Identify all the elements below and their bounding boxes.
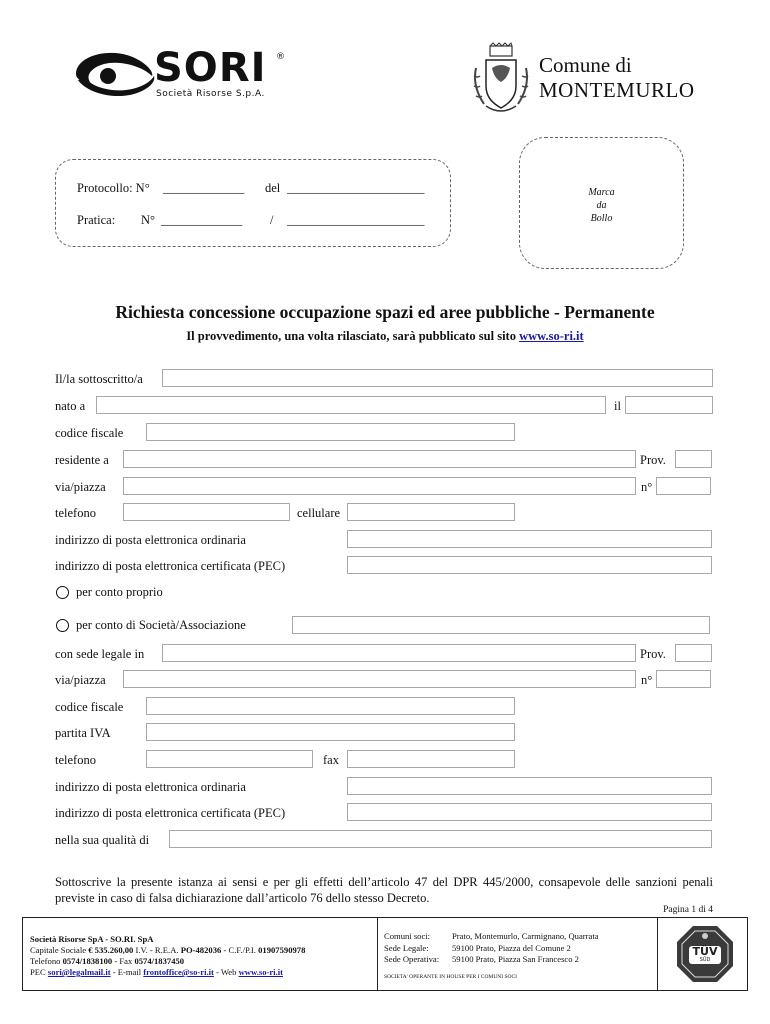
footer-divider-2: [657, 917, 658, 991]
numero-civico2-label: n°: [641, 673, 653, 687]
telefono-input[interactable]: [123, 503, 290, 521]
conto-proprio-radio[interactable]: [56, 586, 69, 599]
footer-divider-1: [377, 917, 378, 991]
footer-capital-mid: I.V. - R.E.A.: [133, 945, 181, 955]
sori-brand-text: SORI: [154, 45, 267, 91]
numero-civico-input[interactable]: [656, 477, 711, 495]
telefono2-label: telefono: [55, 753, 96, 767]
subtitle-link[interactable]: www.so-ri.it: [519, 329, 584, 343]
fax-input[interactable]: [347, 750, 515, 768]
qualita-label: nella sua qualità di: [55, 833, 150, 847]
tuv-sub-text: SÜD: [699, 957, 711, 963]
email-pec2-label: indirizzo di posta elettronica certificata (PEC): [55, 806, 286, 820]
data-nascita-input[interactable]: [625, 396, 713, 414]
del-blank[interactable]: ______________________: [287, 181, 425, 195]
comune-name-line1: Comune di: [539, 53, 632, 77]
via-piazza-label: via/piazza: [55, 480, 106, 494]
qualita-input[interactable]: [169, 830, 712, 848]
footer-fax: 0574/1837450: [134, 956, 185, 966]
telefono-label: telefono: [55, 506, 96, 520]
codice-fiscale2-input[interactable]: [146, 697, 515, 715]
protocol-box: [55, 159, 451, 247]
pratica-n-label: N°: [141, 213, 156, 227]
footer-rea: PO-482036: [180, 945, 222, 955]
nato-a-input[interactable]: [96, 396, 606, 414]
email-ordinaria2-label: indirizzo di posta elettronica ordinaria: [55, 780, 246, 794]
email-pec2-input[interactable]: [347, 803, 712, 821]
email-ordinaria2-input[interactable]: [347, 777, 712, 795]
footer-web-link[interactable]: www.so-ri.it: [238, 967, 283, 977]
codice-fiscale-label: codice fiscale: [55, 426, 124, 440]
footer-soci-info: [384, 931, 654, 983]
footer-sede-legale-value: 59100 Prato, Piazza del Comune 2: [452, 942, 571, 953]
declaration-text: Sottoscrive la presente istanza ai sensi e per gli effetti dell’articolo 47 del DPR 445/2000, consapevole delle sanzioni penali previste in caso di falsa dichiarazione dall’articolo 76 dello stesso Decreto.: [55, 875, 713, 905]
residente-a-label: residente a: [55, 453, 109, 467]
footer-sede-operativa-value: 59100 Prato, Piazza San Francesco 2: [452, 954, 579, 964]
footer-cf-prefix: - C.F./P.I.: [221, 945, 259, 955]
footer-cf: 01907590978: [258, 945, 306, 955]
footer-contacts-line: [30, 956, 375, 967]
stamp-line-3: Bollo: [590, 213, 613, 224]
email-pec-input[interactable]: [347, 556, 712, 574]
cellulare-label: cellulare: [297, 506, 341, 520]
partita-iva-input[interactable]: [146, 723, 515, 741]
via-piazza-input[interactable]: [123, 477, 636, 495]
footer-capital-amount: € 535.260,00: [88, 945, 134, 955]
prov-input[interactable]: [675, 450, 712, 468]
pratica-slash: /: [270, 213, 274, 227]
footer-email-prefix: - E-mail: [110, 967, 144, 977]
footer-capital-line: [30, 945, 375, 956]
prov2-label: Prov.: [640, 647, 666, 661]
conto-proprio-label: per conto proprio: [76, 585, 163, 599]
tuv-badge: [675, 924, 735, 984]
footer-email-link[interactable]: frontoffice@so-ri.it: [143, 967, 214, 977]
email-ordinaria-label: indirizzo di posta elettronica ordinaria: [55, 533, 246, 547]
sede-legale-input[interactable]: [162, 644, 636, 662]
footer-web-prefix: - Web: [213, 967, 239, 977]
coat-of-arms-icon: [470, 42, 532, 116]
footer-sede-operativa-row: [384, 954, 654, 966]
del-label: del: [265, 181, 281, 195]
footer-fax-prefix: - Fax: [112, 956, 135, 966]
via-piazza2-label: via/piazza: [55, 673, 106, 687]
footer-sede-legale-label: Sede Legale:: [384, 942, 429, 953]
prov2-input[interactable]: [675, 644, 712, 662]
footer-pec-prefix: PEC: [30, 967, 48, 977]
footer-sede-legale-row: [384, 943, 654, 955]
il-label: il: [614, 399, 621, 413]
partita-iva-label: partita IVA: [55, 726, 111, 740]
footer-company-info: [30, 934, 375, 978]
protocollo-label: Protocollo: N°: [77, 181, 150, 195]
footer-links-line: [30, 967, 375, 978]
stamp-line-1: Marca: [588, 187, 615, 198]
marca-da-bollo-text: [519, 186, 684, 225]
sede-legale-label: con sede legale in: [55, 647, 145, 661]
sori-subtitle: Società Risorse S.p.A.: [156, 89, 265, 99]
footer-sede-operativa-label: Sede Operativa:: [384, 954, 440, 964]
numero-civico2-input[interactable]: [656, 670, 711, 688]
nato-a-label: nato a: [55, 399, 86, 413]
pratica-blank-2[interactable]: ______________________: [287, 213, 425, 227]
conto-societa-radio[interactable]: [56, 619, 69, 632]
footer-soci-row: [384, 931, 654, 943]
cellulare-input[interactable]: [347, 503, 515, 521]
page-title: Richiesta concessione occupazione spazi ed aree pubbliche - Permanente: [115, 302, 655, 322]
email-ordinaria-input[interactable]: [347, 530, 712, 548]
via-piazza2-input[interactable]: [123, 670, 636, 688]
sottoscritto-label: Il/la sottoscritto/a: [55, 372, 143, 386]
footer-capital-prefix: Capitale Sociale: [30, 945, 89, 955]
codice-fiscale-input[interactable]: [146, 423, 515, 441]
comune-crest: [470, 42, 532, 116]
sori-registered-mark: ®: [276, 52, 285, 62]
tuv-text: TÜV: [692, 945, 718, 958]
numero-civico-label: n°: [641, 480, 653, 494]
codice-fiscale2-label: codice fiscale: [55, 700, 124, 714]
page-subtitle: [0, 329, 770, 344]
protocollo-blank[interactable]: _____________: [163, 181, 245, 195]
prov-label: Prov.: [640, 453, 666, 467]
residente-a-input[interactable]: [123, 450, 636, 468]
pratica-blank-1[interactable]: _____________: [161, 213, 243, 227]
subtitle-text: Il provvedimento, una volta rilasciato, sarà pubblicato sul sito: [186, 329, 516, 343]
stamp-line-2: da: [596, 200, 607, 211]
societa-input[interactable]: [292, 616, 710, 634]
conto-societa-label: per conto di Società/Associazione: [76, 618, 246, 632]
sottoscritto-input[interactable]: [162, 369, 713, 387]
fax-label: fax: [323, 753, 339, 767]
footer-tel: 0574/1838100: [62, 956, 113, 966]
footer-soci-label: Comuni soci:: [384, 931, 431, 941]
footer-tel-prefix: Telefono: [30, 956, 63, 966]
comune-name-line2: MONTEMURLO: [539, 78, 695, 102]
sori-swirl-icon: [68, 46, 158, 102]
sori-logo: [68, 42, 298, 104]
page-number: Pagina 1 di 4: [663, 905, 713, 915]
footer-company-name: Società Risorse SpA - SO.RI. SpA: [30, 934, 154, 944]
footer-pec-link[interactable]: sori@legalmail.it: [47, 967, 111, 977]
email-pec-label: indirizzo di posta elettronica certificata (PEC): [55, 559, 286, 573]
pratica-label: Pratica:: [77, 213, 116, 227]
footer-soci-value: Prato, Montemurlo, Carmignano, Quarrata: [452, 931, 599, 941]
footer-in-house: SOCIETA' OPERANTE IN HOUSE PER I COMUNI SOCI: [384, 973, 518, 980]
telefono2-input[interactable]: [146, 750, 313, 768]
